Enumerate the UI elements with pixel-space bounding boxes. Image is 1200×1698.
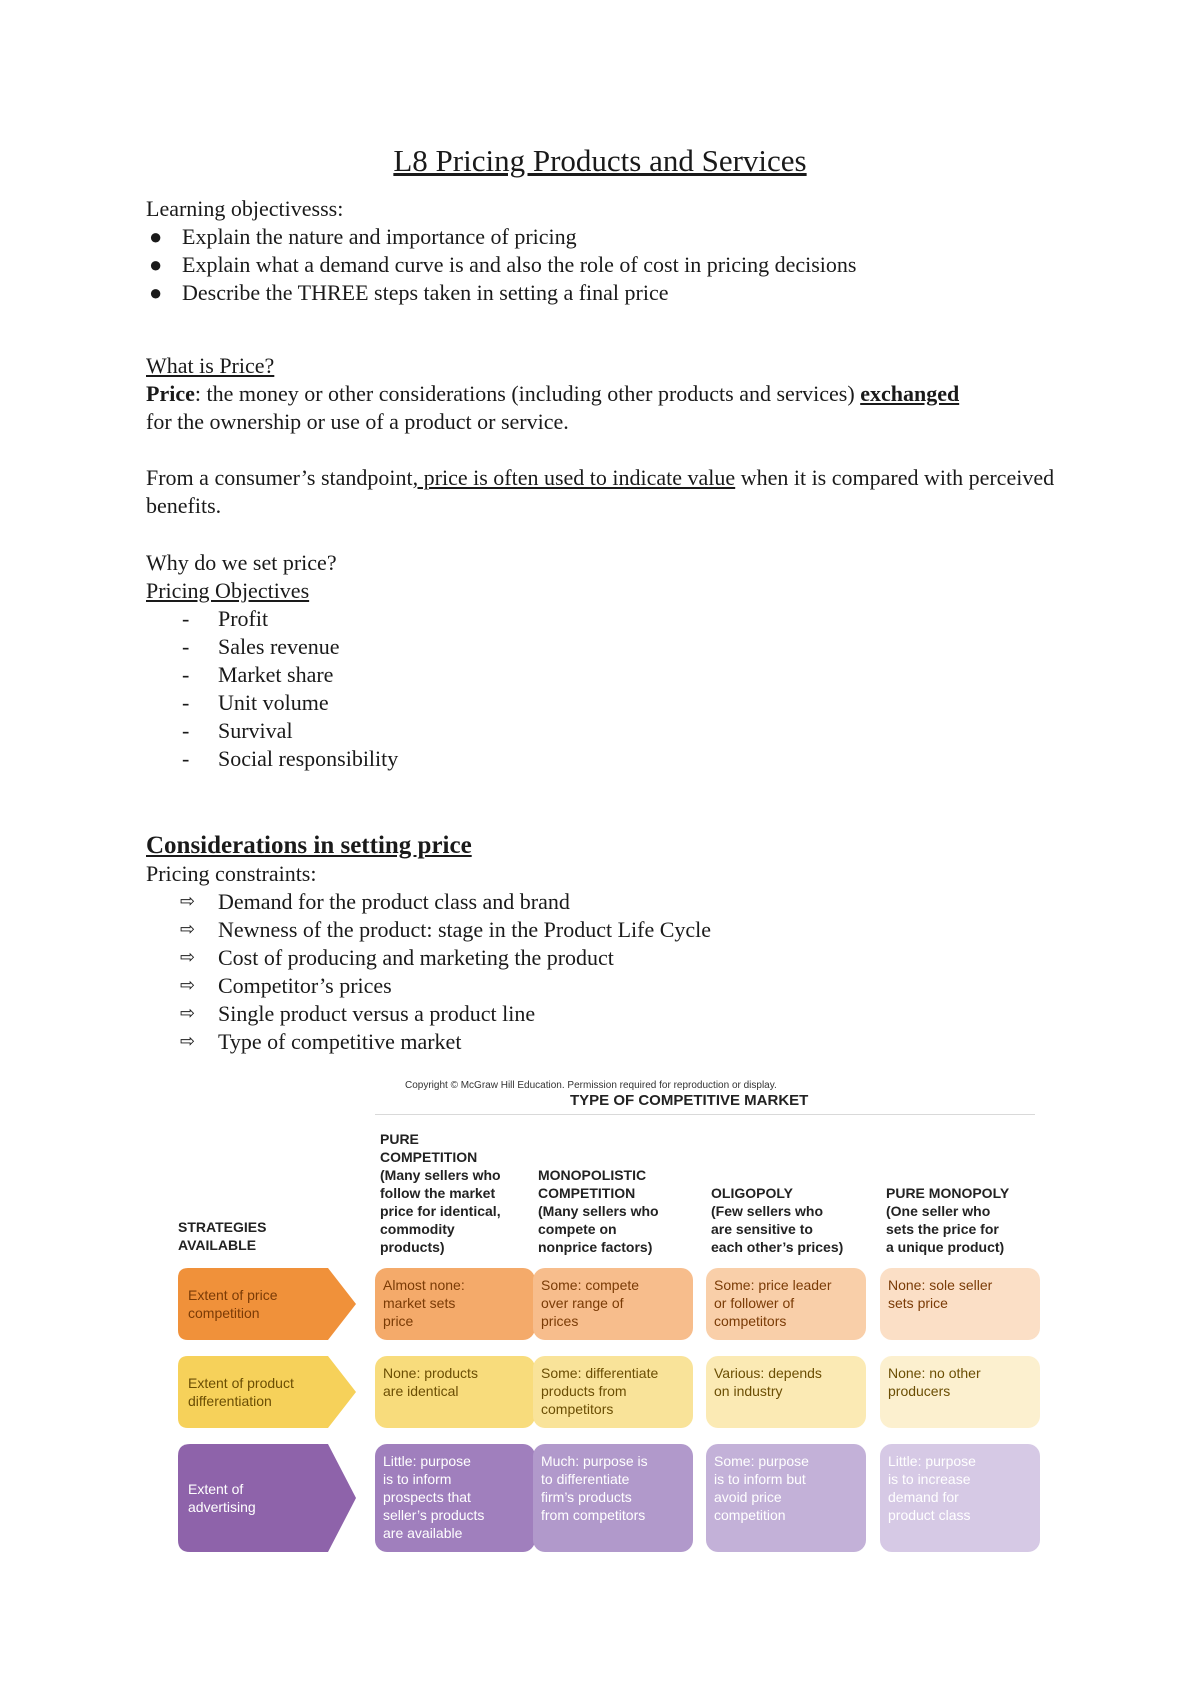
considerations-section xyxy=(146,832,1066,1056)
cell-differentiation-oligopoly: Various: depends on industry xyxy=(706,1356,866,1428)
learning-objectives xyxy=(146,195,1066,307)
list-item: ⇨ Demand for the product class and brand xyxy=(180,889,570,914)
arrow-right-icon: ⇨ xyxy=(180,1003,196,1024)
objectives-heading: Learning objectivesss: xyxy=(146,196,344,221)
cell-price-monopoly: None: sole seller sets price xyxy=(880,1268,1040,1340)
list-item: ● Explain the nature and importance of pricing xyxy=(149,224,577,249)
considerations-heading: Considerations in setting price xyxy=(146,832,472,859)
pricing-objectives-heading: Pricing Objectives xyxy=(146,578,310,603)
list-item: - Profit xyxy=(182,606,269,631)
header-divider xyxy=(375,1114,1035,1115)
arrow-right-icon: ⇨ xyxy=(180,1031,196,1052)
consumer-standpoint: From a consumer’s standpoint, price is often used to indicate value when it is compared with perceived benefits. xyxy=(146,465,1055,518)
list-item: - Survival xyxy=(182,718,293,743)
row-label-advertising: Extent of advertising xyxy=(178,1444,358,1552)
dash-marker: - xyxy=(182,634,190,659)
column-monopolistic-competition: MONOPOLISTIC COMPETITION (Many sellers who compete on nonprice factors) xyxy=(538,1167,659,1255)
dash-marker: - xyxy=(182,690,190,715)
bullet-icon: ● xyxy=(149,224,163,249)
cell-price-monopolistic: Some: compete over range of prices xyxy=(533,1268,693,1340)
objectives-list xyxy=(146,223,1066,307)
dash-marker: - xyxy=(182,606,190,631)
cell-advertising-monopolistic: Much: purpose is to differentiate firm’s products from competitors xyxy=(533,1444,693,1552)
arrow-right-icon: ⇨ xyxy=(180,919,196,940)
pricing-objectives-section xyxy=(146,549,1066,773)
what-is-price-section xyxy=(146,352,1066,436)
list-item: - Unit volume xyxy=(182,690,329,715)
column-pure-monopoly: PURE MONOPOLY (One seller who sets the price for a unique product) xyxy=(886,1185,1010,1255)
figure-header: TYPE OF COMPETITIVE MARKET xyxy=(570,1092,809,1109)
dash-marker: - xyxy=(182,662,190,687)
arrow-right-icon: ⇨ xyxy=(180,891,196,912)
dash-marker: - xyxy=(182,746,190,771)
list-item: ● Explain what a demand curve is and also the role of cost in pricing decisions xyxy=(149,252,857,277)
dash-marker: - xyxy=(182,718,190,743)
arrow-right-icon: ⇨ xyxy=(180,975,196,996)
strategies-heading: STRATEGIES AVAILABLE xyxy=(178,1219,267,1253)
competitive-market-figure xyxy=(170,1080,1040,1570)
list-item: ⇨ Type of competitive market xyxy=(180,1029,462,1054)
list-item: ⇨ Single product versus a product line xyxy=(180,1001,536,1026)
bullet-icon: ● xyxy=(149,280,163,305)
what-is-price-heading: What is Price? xyxy=(146,353,275,378)
constraints-list xyxy=(146,888,1066,1056)
list-item: - Sales revenue xyxy=(182,634,340,659)
list-item: ⇨ Newness of the product: stage in the Product Life Cycle xyxy=(180,917,712,942)
cell-advertising-monopoly: Little: purpose is to increase demand for product class xyxy=(880,1444,1040,1552)
list-item: - Social responsibility xyxy=(182,746,399,771)
cell-differentiation-monopoly: None: no other producers xyxy=(880,1356,1040,1428)
list-item: ⇨ Cost of producing and marketing the product xyxy=(180,945,614,970)
copyright-note: Copyright © McGraw Hill Education. Permission required for reproduction or display. xyxy=(405,1080,777,1091)
cell-price-oligopoly: Some: price leader or follower of competitors xyxy=(706,1268,866,1340)
row-label-product-differentiation: Extent of product differentiation xyxy=(178,1356,358,1428)
list-item: - Market share xyxy=(182,662,334,687)
cell-advertising-pure-competition: Little: purpose is to inform prospects that seller’s products are available xyxy=(375,1444,535,1552)
column-pure-competition: PURE COMPETITION (Many sellers who follow the market price for identical, commodity products) xyxy=(380,1131,501,1255)
cell-price-pure-competition: Almost none: market sets price xyxy=(375,1268,535,1340)
page-title: L8 Pricing Products and Services xyxy=(393,143,807,178)
cell-differentiation-monopolistic: Some: differentiate products from competitors xyxy=(533,1356,693,1428)
bullet-icon: ● xyxy=(149,252,163,277)
constraints-subheading: Pricing constraints: xyxy=(146,861,317,886)
cell-differentiation-pure-competition: None: products are identical xyxy=(375,1356,535,1428)
list-item: ⇨ Competitor’s prices xyxy=(180,973,392,998)
why-question: Why do we set price? xyxy=(146,550,337,575)
list-item: ● Describe the THREE steps taken in setting a final price xyxy=(149,280,669,305)
cell-advertising-oligopoly: Some: purpose is to inform but avoid price competition xyxy=(706,1444,866,1552)
arrow-right-icon: ⇨ xyxy=(180,947,196,968)
pricing-objectives-list xyxy=(146,605,1066,773)
column-oligopoly: OLIGOPOLY (Few sellers who are sensitive to each other’s prices) xyxy=(711,1185,844,1255)
price-definition: Price: the money or other considerations (including other products and services) exchanged for the ownership or use of a product or service. xyxy=(146,381,960,434)
row-label-price-competition: Extent of price competition xyxy=(178,1268,358,1340)
